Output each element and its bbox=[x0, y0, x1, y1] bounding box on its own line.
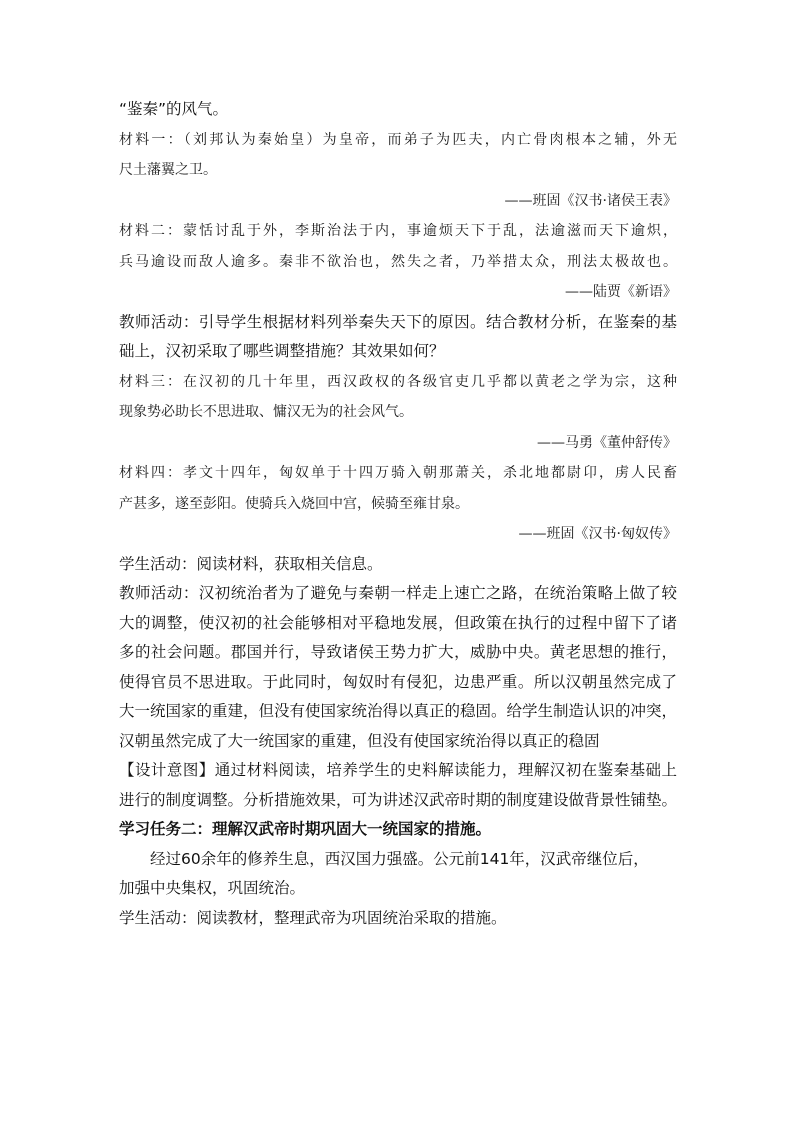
material-1-line: 材料一：（刘邦认为秦始皇）为皇帝，而弟子为匹夫，内亡骨肉根本之辅，外无 bbox=[119, 131, 677, 148]
material-3-line: 现象势必助长不思进取、慵汉无为的社会风气。 bbox=[119, 404, 413, 420]
student-activity-line: 学生活动：阅读材料，获取相关信息。 bbox=[119, 554, 383, 573]
paragraph-line: 经过60余年的修养生息，西汉国力强盛。公元前141年，汉武帝继位后， bbox=[150, 849, 649, 868]
material-3-source: ——马勇《董仲舒传》 bbox=[537, 434, 677, 451]
material-4-source: ——班固《汉书·匈奴传》 bbox=[518, 526, 677, 542]
student-activity-line: 学生活动：阅读教材，整理武帝为巩固统治采取的措施。 bbox=[119, 908, 507, 927]
material-1-line: 尺土藩翼之卫。 bbox=[119, 162, 217, 178]
material-4-line: 材料四：孝文十四年，匈奴单于十四万骑入朝那萧关，杀北地都尉卬，虏人民畜 bbox=[119, 465, 677, 481]
material-4-line: 产甚多，遂至彭阳。使骑兵入烧回中宫，候骑至雍甘泉。 bbox=[119, 495, 469, 512]
material-3-line: 材料三：在汉初的几十年里，西汉政权的各级官吏几乎都以黄老之学为宗，这种 bbox=[119, 373, 677, 390]
text-line: “鉴秦”的风气。 bbox=[119, 100, 229, 118]
teacher-activity-line: 多的社会问题。郡国并行，导致诸侯王势力扩大，威胁中央。黄老思想的推行， bbox=[119, 643, 677, 661]
teacher-activity-line: 教师活动：引导学生根据材料列举秦失天下的原因。结合教材分析，在鉴秦的基 bbox=[119, 312, 677, 331]
design-intent-line: 【设计意图】通过材料阅读，培养学生的史料解读能力，理解汉初在鉴秦基础上 bbox=[119, 761, 677, 779]
material-2-line: 材料二：蒙恬讨乱于外，李斯治法于内，事逾烦天下于乱，法逾滋而天下逾炽， bbox=[119, 223, 677, 239]
teacher-activity-line: 教师活动：汉初统治者为了避免与秦朝一样走上速亡之路，在统治策略上做了较 bbox=[119, 584, 677, 602]
paragraph-line: 加强中央集权，巩固统治。 bbox=[119, 879, 306, 897]
teacher-activity-line: 大的调整，使汉初的社会能够相对平稳地发展，但政策在执行的过程中留下了诸 bbox=[119, 613, 677, 632]
material-2-line: 兵马逾设而敌人逾多。秦非不欲治也，然失之者，乃举措太众，刑法太极故也。 bbox=[119, 253, 677, 270]
teacher-activity-line: 使得官员不思进取。于此同时，匈奴时有侵犯，边患严重。所以汉朝虽然完成了 bbox=[119, 672, 677, 691]
task-heading: 学习任务二：理解汉武帝时期巩固大一统国家的措施。 bbox=[119, 820, 492, 838]
design-intent-line: 进行的制度调整。分析措施效果，可为讲述汉武帝时期的制度建设做背景性铺垫。 bbox=[119, 790, 678, 809]
teacher-activity-line: 汉朝虽然完成了大一统国家的重建，但没有使国家统治得以真正的稳固 bbox=[119, 731, 600, 750]
teacher-activity-line: 大一统国家的重建，但没有使国家统治得以真正的稳固。给学生制造认识的冲突， bbox=[119, 702, 678, 720]
material-2-source: ——陆贾《新语》 bbox=[565, 284, 677, 300]
page-body bbox=[119, 95, 677, 933]
material-1-source: ——班固《汉书·诸侯王表》 bbox=[504, 192, 677, 209]
teacher-activity-line: 础上，汉初采取了哪些调整措施？其效果如何？ bbox=[119, 342, 445, 360]
